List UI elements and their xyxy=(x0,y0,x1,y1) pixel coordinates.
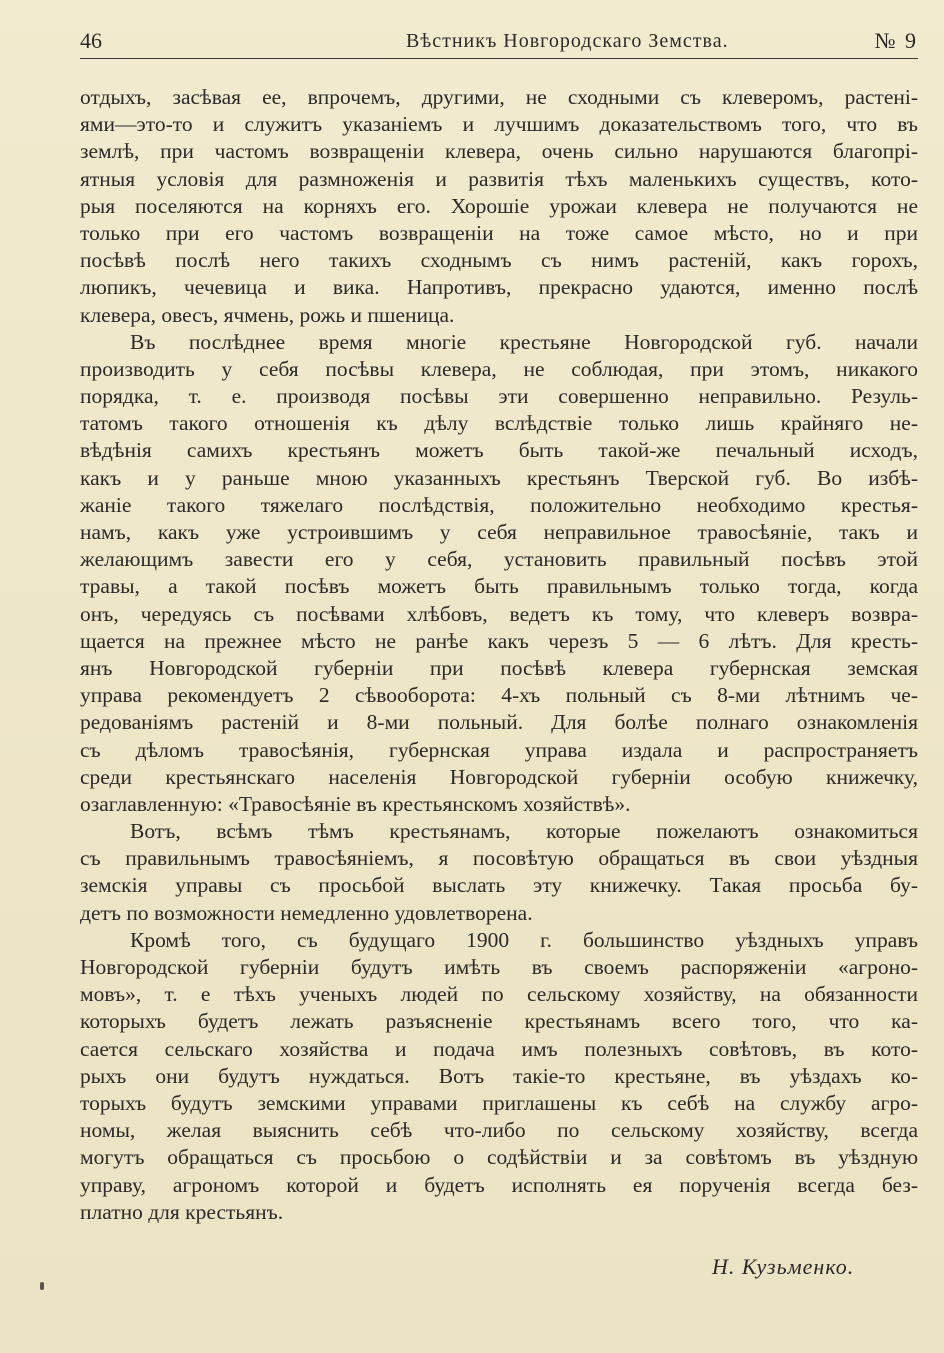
text-line: которыхъ будетъ лежать разъясненіе крестьянамъ всего того, что ка- xyxy=(80,1009,918,1034)
text-line: ятныя условія для размноженія и развитія тѣхъ маленькихъ существъ, кото- xyxy=(80,166,918,191)
text-line: могутъ обращаться съ просьбою о содѣйствіи и за совѣтомъ въ уѣздную xyxy=(80,1145,918,1170)
text-line: ями—это-то и служитъ указаніемъ и лучшимъ доказательствомъ того, что въ xyxy=(80,112,918,137)
text-line: Кромѣ того, съ будущаго 1900 г. большинство уѣздныхъ управъ xyxy=(130,927,918,952)
text-line: онъ, чередуясь съ посѣвами хлѣбовъ, ведетъ къ тому, что клеверъ возвра- xyxy=(80,601,918,626)
text-line: Новгородской губерніи будутъ имѣть въ своемъ распоряженіи «агроно- xyxy=(80,955,918,979)
text-line: производить у себя посѣвы клевера, не соблюдая, при этомъ, никакого xyxy=(80,356,918,381)
header-rule xyxy=(80,58,918,59)
text-line: намъ, какъ уже устроившимъ у себя неправильное травосѣяніе, такъ и xyxy=(80,520,918,544)
author-signature: Н. Кузьменко. xyxy=(712,1254,855,1279)
text-line: порядка, т. е. производя посѣвы эти совершенно неправильно. Резуль- xyxy=(80,384,918,409)
text-line: мовъ», т. е тѣхъ ученыхъ людей по сельскому хозяйству, на обязанности xyxy=(80,982,918,1007)
text-line: сается сельскаго хозяйства и подача имъ полезныхъ совѣтовъ, въ кото- xyxy=(80,1036,918,1061)
issue-number: № 9 xyxy=(874,28,918,53)
text-line: янъ Новгородской губерніи при посѣвѣ клевера губернская земская xyxy=(80,655,918,680)
text-line: землѣ, при частомъ возвращеніи клевера, очень сильно нарушаются благопрі- xyxy=(80,139,918,164)
text-line: люпикъ, чечевица и вика. Напротивъ, прекрасно удаются, именно послѣ xyxy=(80,275,918,300)
text-line: Въ послѣднее время многіе крестьяне Новгородской губ. начали xyxy=(130,329,918,354)
text-line: земскія управы съ просьбой выслать эту книжечку. Такая просьба бу- xyxy=(80,873,918,898)
text-line: посѣвѣ послѣ него такихъ сходнымъ съ нимъ растеній, какъ горохъ, xyxy=(80,248,918,273)
text-line: съ правильнымъ травосѣяніемъ, я посовѣтую обращаться въ свои уѣздныя xyxy=(80,846,918,871)
text-line: торыхъ будутъ земскими управами приглашены къ себѣ на службу агро- xyxy=(80,1090,918,1115)
text-line: детъ по возможности немедленно удовлетворена. xyxy=(80,900,533,925)
journal-title: Вѣстникъ Новгородскаго Земства. xyxy=(406,30,729,52)
article-body xyxy=(80,84,918,1226)
text-line: клевера, овесъ, ячмень, рожь и пшеница. xyxy=(80,302,455,327)
page-header xyxy=(80,28,918,58)
text-line: жаніе такого тяжелаго послѣдствія, положительно необходимо крестья- xyxy=(80,492,918,517)
text-line: редованіямъ растеній и 8-ми польный. Для болѣе полнаго ознакомленія xyxy=(80,710,918,735)
text-line: управа рекомендуетъ 2 сѣвооборота: 4-хъ польный съ 8-ми лѣтнимъ че- xyxy=(80,683,918,708)
text-line: желающимъ завести его у себя, установить правильный посѣвъ этой xyxy=(80,547,918,572)
text-line: управу, агрономъ которой и будетъ исполнять ея порученія всегда без- xyxy=(80,1172,918,1197)
text-line: вѣдѣнія самихъ крестьянъ можетъ быть такой-же печальный исходъ, xyxy=(80,438,918,463)
text-line: озаглавленную: «Травосѣяніе въ крестьянскомъ хозяйствѣ». xyxy=(80,791,631,816)
ink-speck xyxy=(40,1282,44,1290)
page-number: 46 xyxy=(80,28,102,53)
text-line: травы, а такой посѣвъ можетъ быть правильнымъ только тогда, когда xyxy=(80,574,918,599)
text-line: рыхъ они будутъ нуждаться. Вотъ такіе-то крестьяне, въ уѣздахъ ко- xyxy=(80,1063,918,1088)
text-line: какъ и у раньше мною указанныхъ крестьянъ Тверской губ. Во избѣ- xyxy=(80,465,918,490)
text-line: татомъ такого отношенія къ дѣлу вслѣдствіе только лишь крайняго не- xyxy=(80,411,918,436)
text-line: отдыхъ, засѣвая ее, впрочемъ, другими, не сходными съ клеверомъ, растені- xyxy=(80,85,918,109)
text-line: рыя поселяются на корняхъ его. Хорошіе урожаи клевера не получаются не xyxy=(80,193,918,218)
text-line: щается на прежнее мѣсто не ранѣе какъ черезъ 5 — 6 лѣтъ. Для кресть- xyxy=(80,628,918,653)
text-line: Вотъ, всѣмъ тѣмъ крестьянамъ, которые пожелаютъ ознакомиться xyxy=(130,819,918,844)
text-line: номы, желая выяснить себѣ что-либо по сельскому хозяйству, всегда xyxy=(80,1118,918,1143)
text-line: съ дѣломъ травосѣянія, губернская управа издала и распространяетъ xyxy=(80,737,918,762)
text-line: только при его частомъ возвращеніи на тоже самое мѣсто, но и при xyxy=(80,220,918,245)
text-line: платно для крестьянъ. xyxy=(80,1199,284,1224)
text-line: среди крестьянскаго населенія Новгородской губерніи особую книжечку, xyxy=(80,764,918,789)
